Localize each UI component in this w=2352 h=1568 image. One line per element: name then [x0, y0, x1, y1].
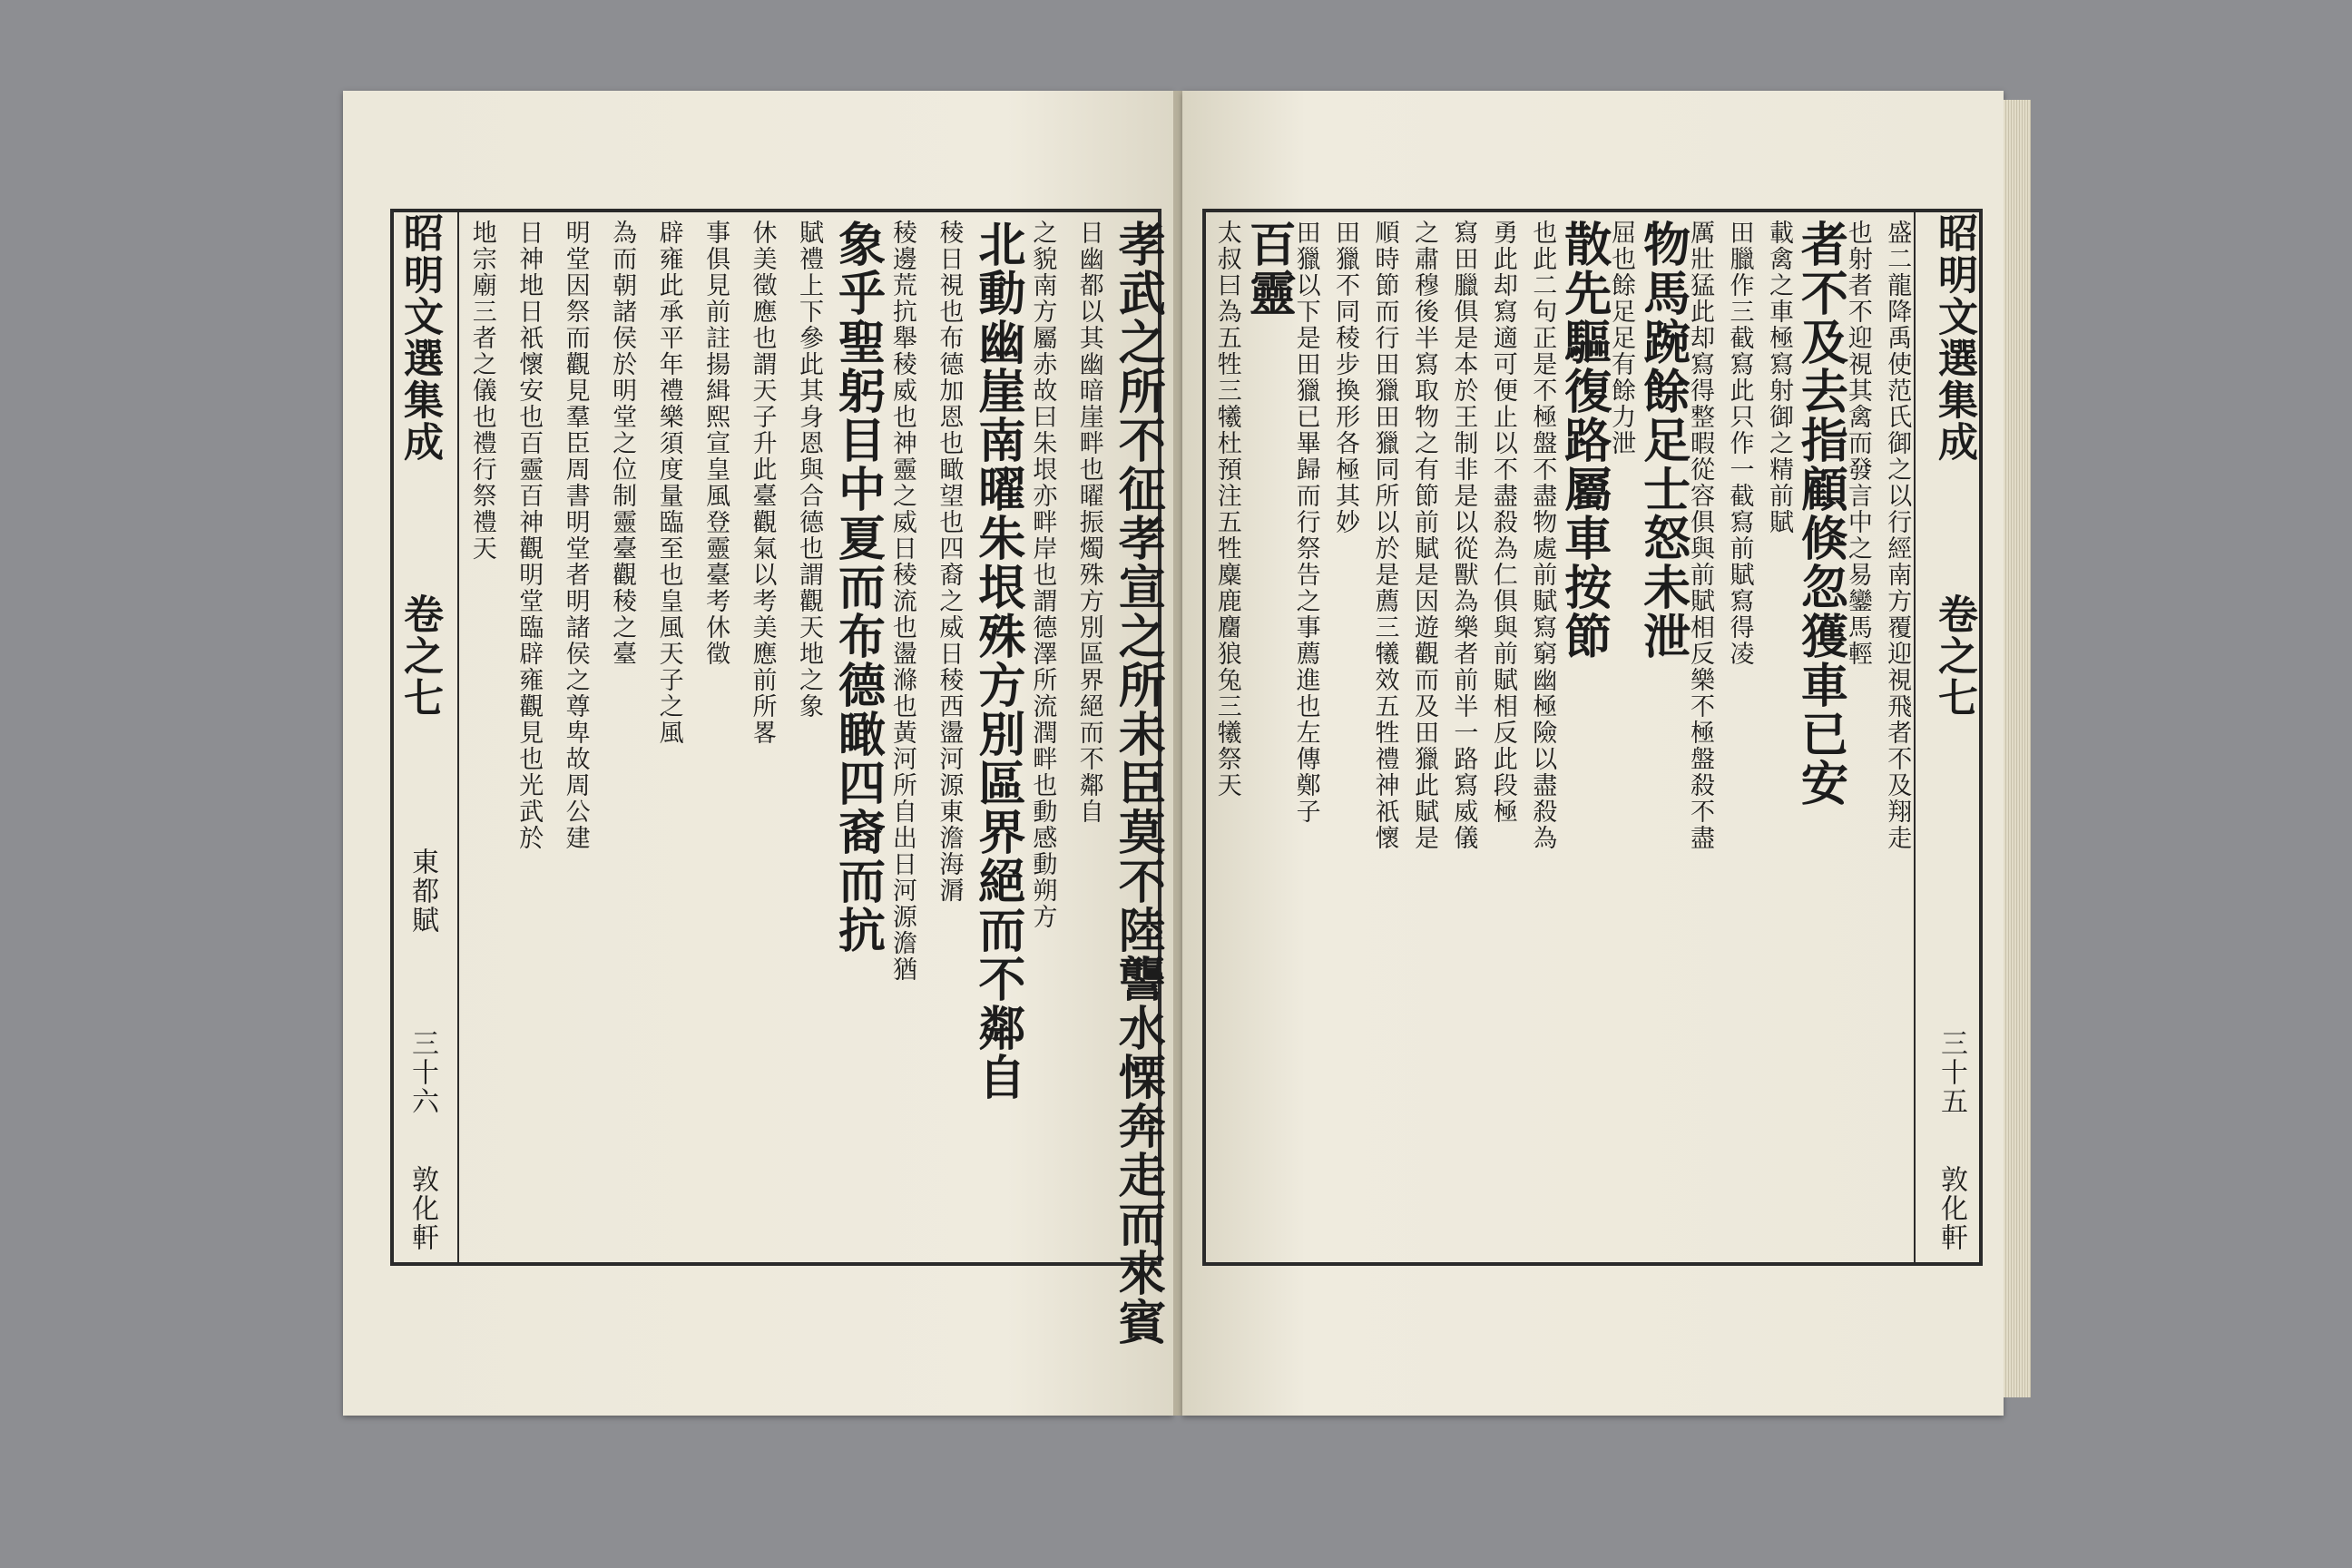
- margin-rule: [457, 212, 459, 1262]
- margin-publisher: 敦化軒: [407, 1165, 438, 1252]
- text-column: 散先驅復路屬車按節: [1555, 220, 1612, 661]
- margin-publisher: 敦化軒: [1936, 1165, 1967, 1252]
- text-column: 屈也餘足足有餘力泄: [1607, 220, 1636, 456]
- text-column: 日幽都以其幽暗崖畔也曜振燭殊方別區界絕而不鄰自: [1074, 220, 1103, 825]
- text-column: 為而朝諸侯於明堂之位制靈臺觀稜之臺: [608, 220, 637, 667]
- text-column: 之貌南方屬赤故曰朱垠亦畔岸也謂德澤所流潤畔也動感動朔方: [1028, 220, 1057, 930]
- text-column: 百靈: [1240, 220, 1297, 318]
- text-column: 盛二龍降禹使范氏御之以行經南方覆迎視飛者不及翔走: [1883, 220, 1912, 851]
- text-column: 稜日視也布德加恩也瞰望也四裔之威日稜西盪河源東澹海漘: [935, 220, 964, 904]
- book-gutter: [1173, 91, 1182, 1416]
- text-column: 賦禮上下參此其身恩與合德也謂觀天地之象: [795, 220, 823, 720]
- text-column: 也射者不迎視其禽而發言中之易鑾馬輕: [1843, 220, 1872, 667]
- text-column: 孝武之所不征孝宣之所未臣莫不陸讋水慄奔走而來賓: [1110, 220, 1166, 1347]
- text-column: 日神地日祇懷安也百靈百神觀明堂臨辟雍觀見也光武於: [514, 220, 544, 851]
- text-column: 田臘作三截寫此只作一截寫前賦寫得凌: [1725, 220, 1754, 667]
- page-edges: [2004, 100, 2031, 1397]
- text-column: 辟雍此承平年禮樂須度量臨至也皇風天子之風: [654, 220, 683, 746]
- text-column: 田獵不同稜步換形各極其妙: [1331, 220, 1360, 535]
- right-text-frame: [1202, 209, 1983, 1266]
- text-column: 稜邊荒抗舉稜威也神靈之威日稜流也盪滌也黃河所自出日河源澹猶: [887, 220, 916, 983]
- margin-volume: 卷之七: [1931, 593, 1977, 719]
- left-page: [343, 91, 1173, 1416]
- text-column: 載禽之車極寫射御之精前賦: [1764, 220, 1793, 535]
- text-column: 地宗廟三者之儀也禮行祭禮天: [467, 220, 496, 562]
- text-column: 者不及去指顧倏忽獲車已安: [1792, 220, 1848, 808]
- margin-title: 昭明文選集成: [397, 212, 443, 463]
- text-column: 休美徵應也謂天子升此臺觀氣以考美應前所畧: [748, 220, 777, 746]
- text-column: 寫田臘俱是本於王制非是以從獸為樂者前半一路寫威儀: [1449, 220, 1478, 851]
- text-column: 北動幽崖南曜朱垠殊方別區界絕而不鄰自: [969, 220, 1025, 1102]
- margin-page-number: 三十五: [1936, 1029, 1967, 1116]
- margin-volume: 卷之七: [397, 593, 443, 719]
- right-page: [1182, 91, 2004, 1416]
- text-column: 物馬踠餘足士怒未泄: [1634, 220, 1690, 661]
- margin-section: 東都賦: [407, 848, 438, 935]
- left-text-frame: [390, 209, 1166, 1347]
- margin-page-number: 三十六: [407, 1029, 438, 1116]
- text-column: 太叔曰為五牲三犧杜預注五牲麋鹿麕狼兔三犧祭天: [1212, 220, 1241, 799]
- text-column: 明堂因祭而觀見羣臣周書明堂者明諸侯之尊卑故周公建: [561, 220, 590, 851]
- text-column: 田獵以下是田獵已畢歸而行祭告之事薦進也左傳鄭子: [1291, 220, 1320, 825]
- text-column: 象乎聖躬目中夏而布德瞰四裔而抗: [829, 220, 886, 955]
- text-column: 也此二句正是不極盤不盡物處前賦寫窮幽極險以盡殺為: [1528, 220, 1557, 851]
- text-column: 之肅穆後半寫取物之有節前賦是因遊觀而及田獵此賦是: [1409, 220, 1438, 851]
- text-column: 順時節而行田獵田獵同所以於是薦三犧效五牲禮神祇懷: [1370, 220, 1399, 851]
- text-column: 厲壯猛此却寫得整暇從容俱與前賦相反樂不極盤殺不盡: [1686, 220, 1715, 851]
- text-column: 勇此却寫適可便止以不盡殺為仁俱與前賦相反此段極: [1488, 220, 1517, 825]
- text-column: 事俱見前註揚緝熙宣皇風登靈臺考休徵: [701, 220, 730, 667]
- open-book: [334, 64, 2040, 1479]
- margin-rule: [1914, 212, 1916, 1262]
- margin-title: 昭明文選集成: [1931, 212, 1977, 463]
